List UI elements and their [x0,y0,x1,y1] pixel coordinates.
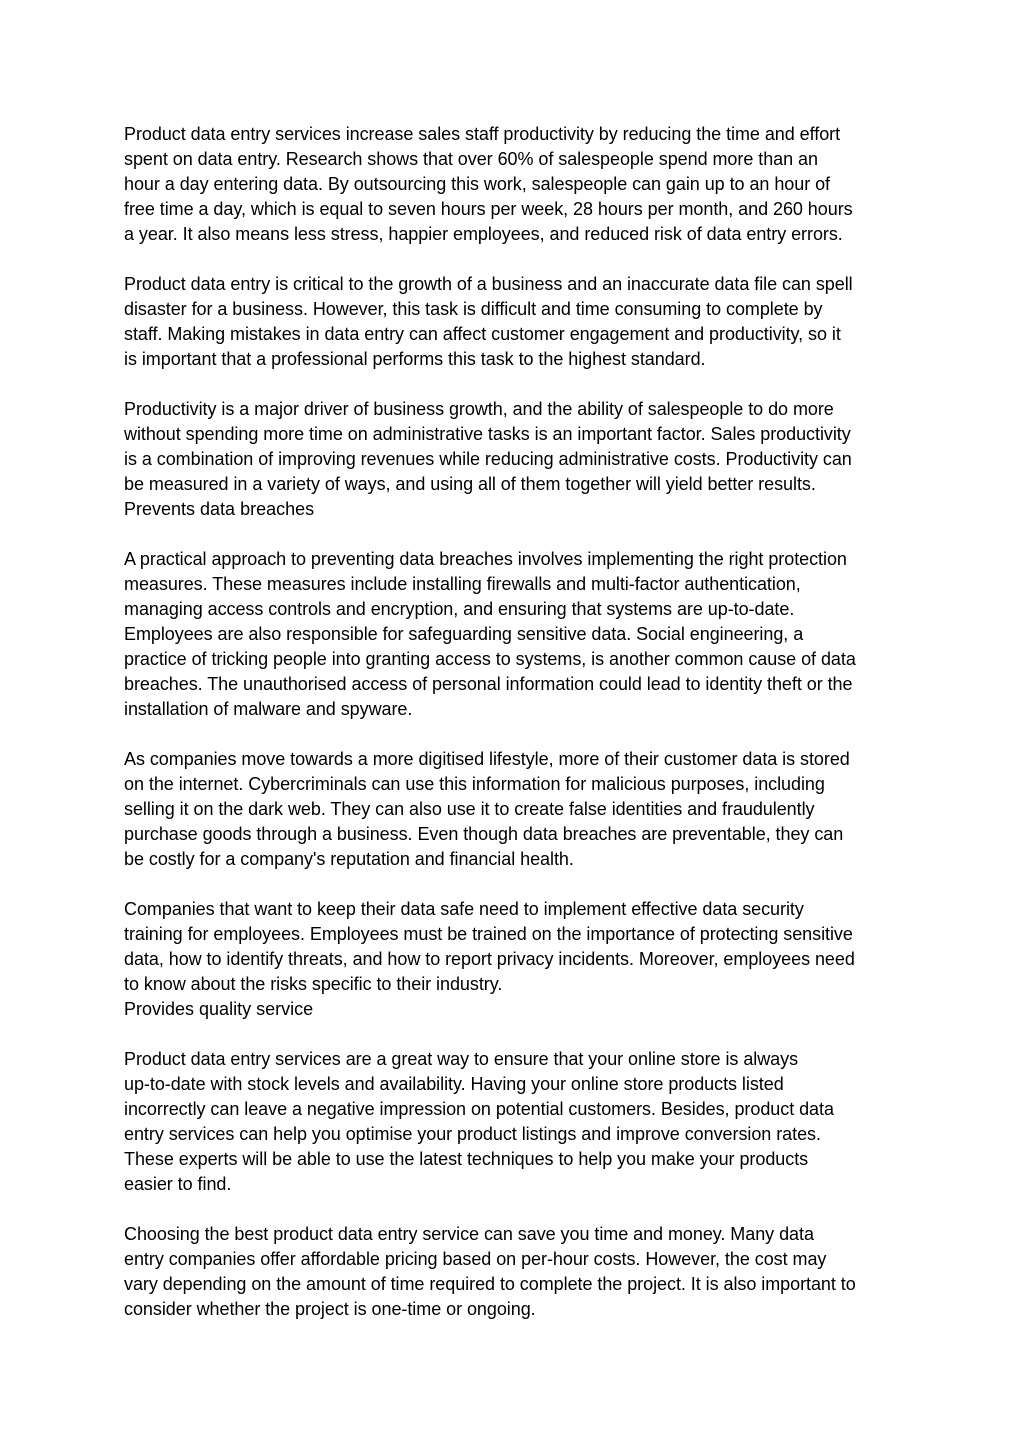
text-line: a year. It also means less stress, happier employees, and reduced risk of data entry errors. [124,224,843,244]
text-line: breaches. The unauthorised access of personal information could lead to identity theft or the [124,674,853,694]
paragraph [124,747,914,872]
text-line: be costly for a company's reputation and financial health. [124,849,574,869]
text-line: vary depending on the amount of time required to complete the project. It is also important to [124,1274,856,1294]
text-line: managing access controls and encryption, and ensuring that systems are up-to-date. [124,599,795,619]
text-line: training for employees. Employees must be trained on the importance of protecting sensitive [124,924,853,944]
paragraph [124,547,914,722]
text-line: Product data entry services are a great way to ensure that your online store is always [124,1049,799,1069]
text-line: selling it on the dark web. They can also use it to create false identities and fraudulently [124,799,815,819]
text-line: be measured in a variety of ways, and using all of them together will yield better results. [124,474,816,494]
text-line: entry companies offer affordable pricing based on per-hour costs. However, the cost may [124,1249,827,1269]
paragraph [124,122,914,247]
text-line: hour a day entering data. By outsourcing this work, salespeople can gain up to an hour of [124,174,831,194]
text-line: Choosing the best product data entry service can save you time and money. Many data [124,1224,814,1244]
text-line: These experts will be able to use the latest techniques to help you make your products [124,1149,809,1169]
paragraph [124,897,914,1022]
text-line: consider whether the project is one-time or ongoing. [124,1299,536,1319]
text-line: Employees are also responsible for safeguarding sensitive data. Social engineering, a [124,624,804,644]
text-line: measures. These measures include installing firewalls and multi-factor authentication, [124,574,801,594]
text-line: to know about the risks specific to their industry. [124,974,503,994]
section-heading: Provides quality service [124,999,314,1019]
text-line: Product data entry is critical to the growth of a business and an inaccurate data file can spell [124,274,853,294]
text-line: Productivity is a major driver of business growth, and the ability of salespeople to do more [124,399,834,419]
paragraph [124,1047,914,1197]
text-line: As companies move towards a more digitised lifestyle, more of their customer data is stored [124,749,850,769]
text-line: Companies that want to keep their data safe need to implement effective data security [124,899,804,919]
text-line: is a combination of improving revenues while reducing administrative costs. Productivity can [124,449,852,469]
text-line: practice of tricking people into granting access to systems, is another common cause of data [124,649,856,669]
text-line: installation of malware and spyware. [124,699,413,719]
text-line: on the internet. Cybercriminals can use this information for malicious purposes, including [124,774,825,794]
text-line: Product data entry services increase sales staff productivity by reducing the time and effort [124,124,841,144]
text-line: A practical approach to preventing data breaches involves implementing the right protection [124,549,847,569]
text-line: incorrectly can leave a negative impression on potential customers. Besides, product data [124,1099,834,1119]
text-line: disaster for a business. However, this task is difficult and time consuming to complete by [124,299,823,319]
paragraph [124,272,914,372]
text-line: free time a day, which is equal to seven hours per week, 28 hours per month, and 260 hours [124,199,853,219]
text-line: is important that a professional performs this task to the highest standard. [124,349,706,369]
text-line: without spending more time on administrative tasks is an important factor. Sales productivity [124,424,851,444]
text-line: up-to-date with stock levels and availability. Having your online store products listed [124,1074,784,1094]
text-line: entry services can help you optimise your product listings and improve conversion rates. [124,1124,821,1144]
text-line: spent on data entry. Research shows that over 60% of salespeople spend more than an [124,149,818,169]
paragraph [124,1222,914,1322]
text-line: purchase goods through a business. Even though data breaches are preventable, they can [124,824,844,844]
section-heading: Prevents data breaches [124,499,315,519]
paragraph [124,397,914,522]
text-line: easier to find. [124,1174,232,1194]
text-line: staff. Making mistakes in data entry can affect customer engagement and productivity, so it [124,324,841,344]
text-line: data, how to identify threats, and how to report privacy incidents. Moreover, employees need [124,949,855,969]
document-page [124,122,914,1347]
